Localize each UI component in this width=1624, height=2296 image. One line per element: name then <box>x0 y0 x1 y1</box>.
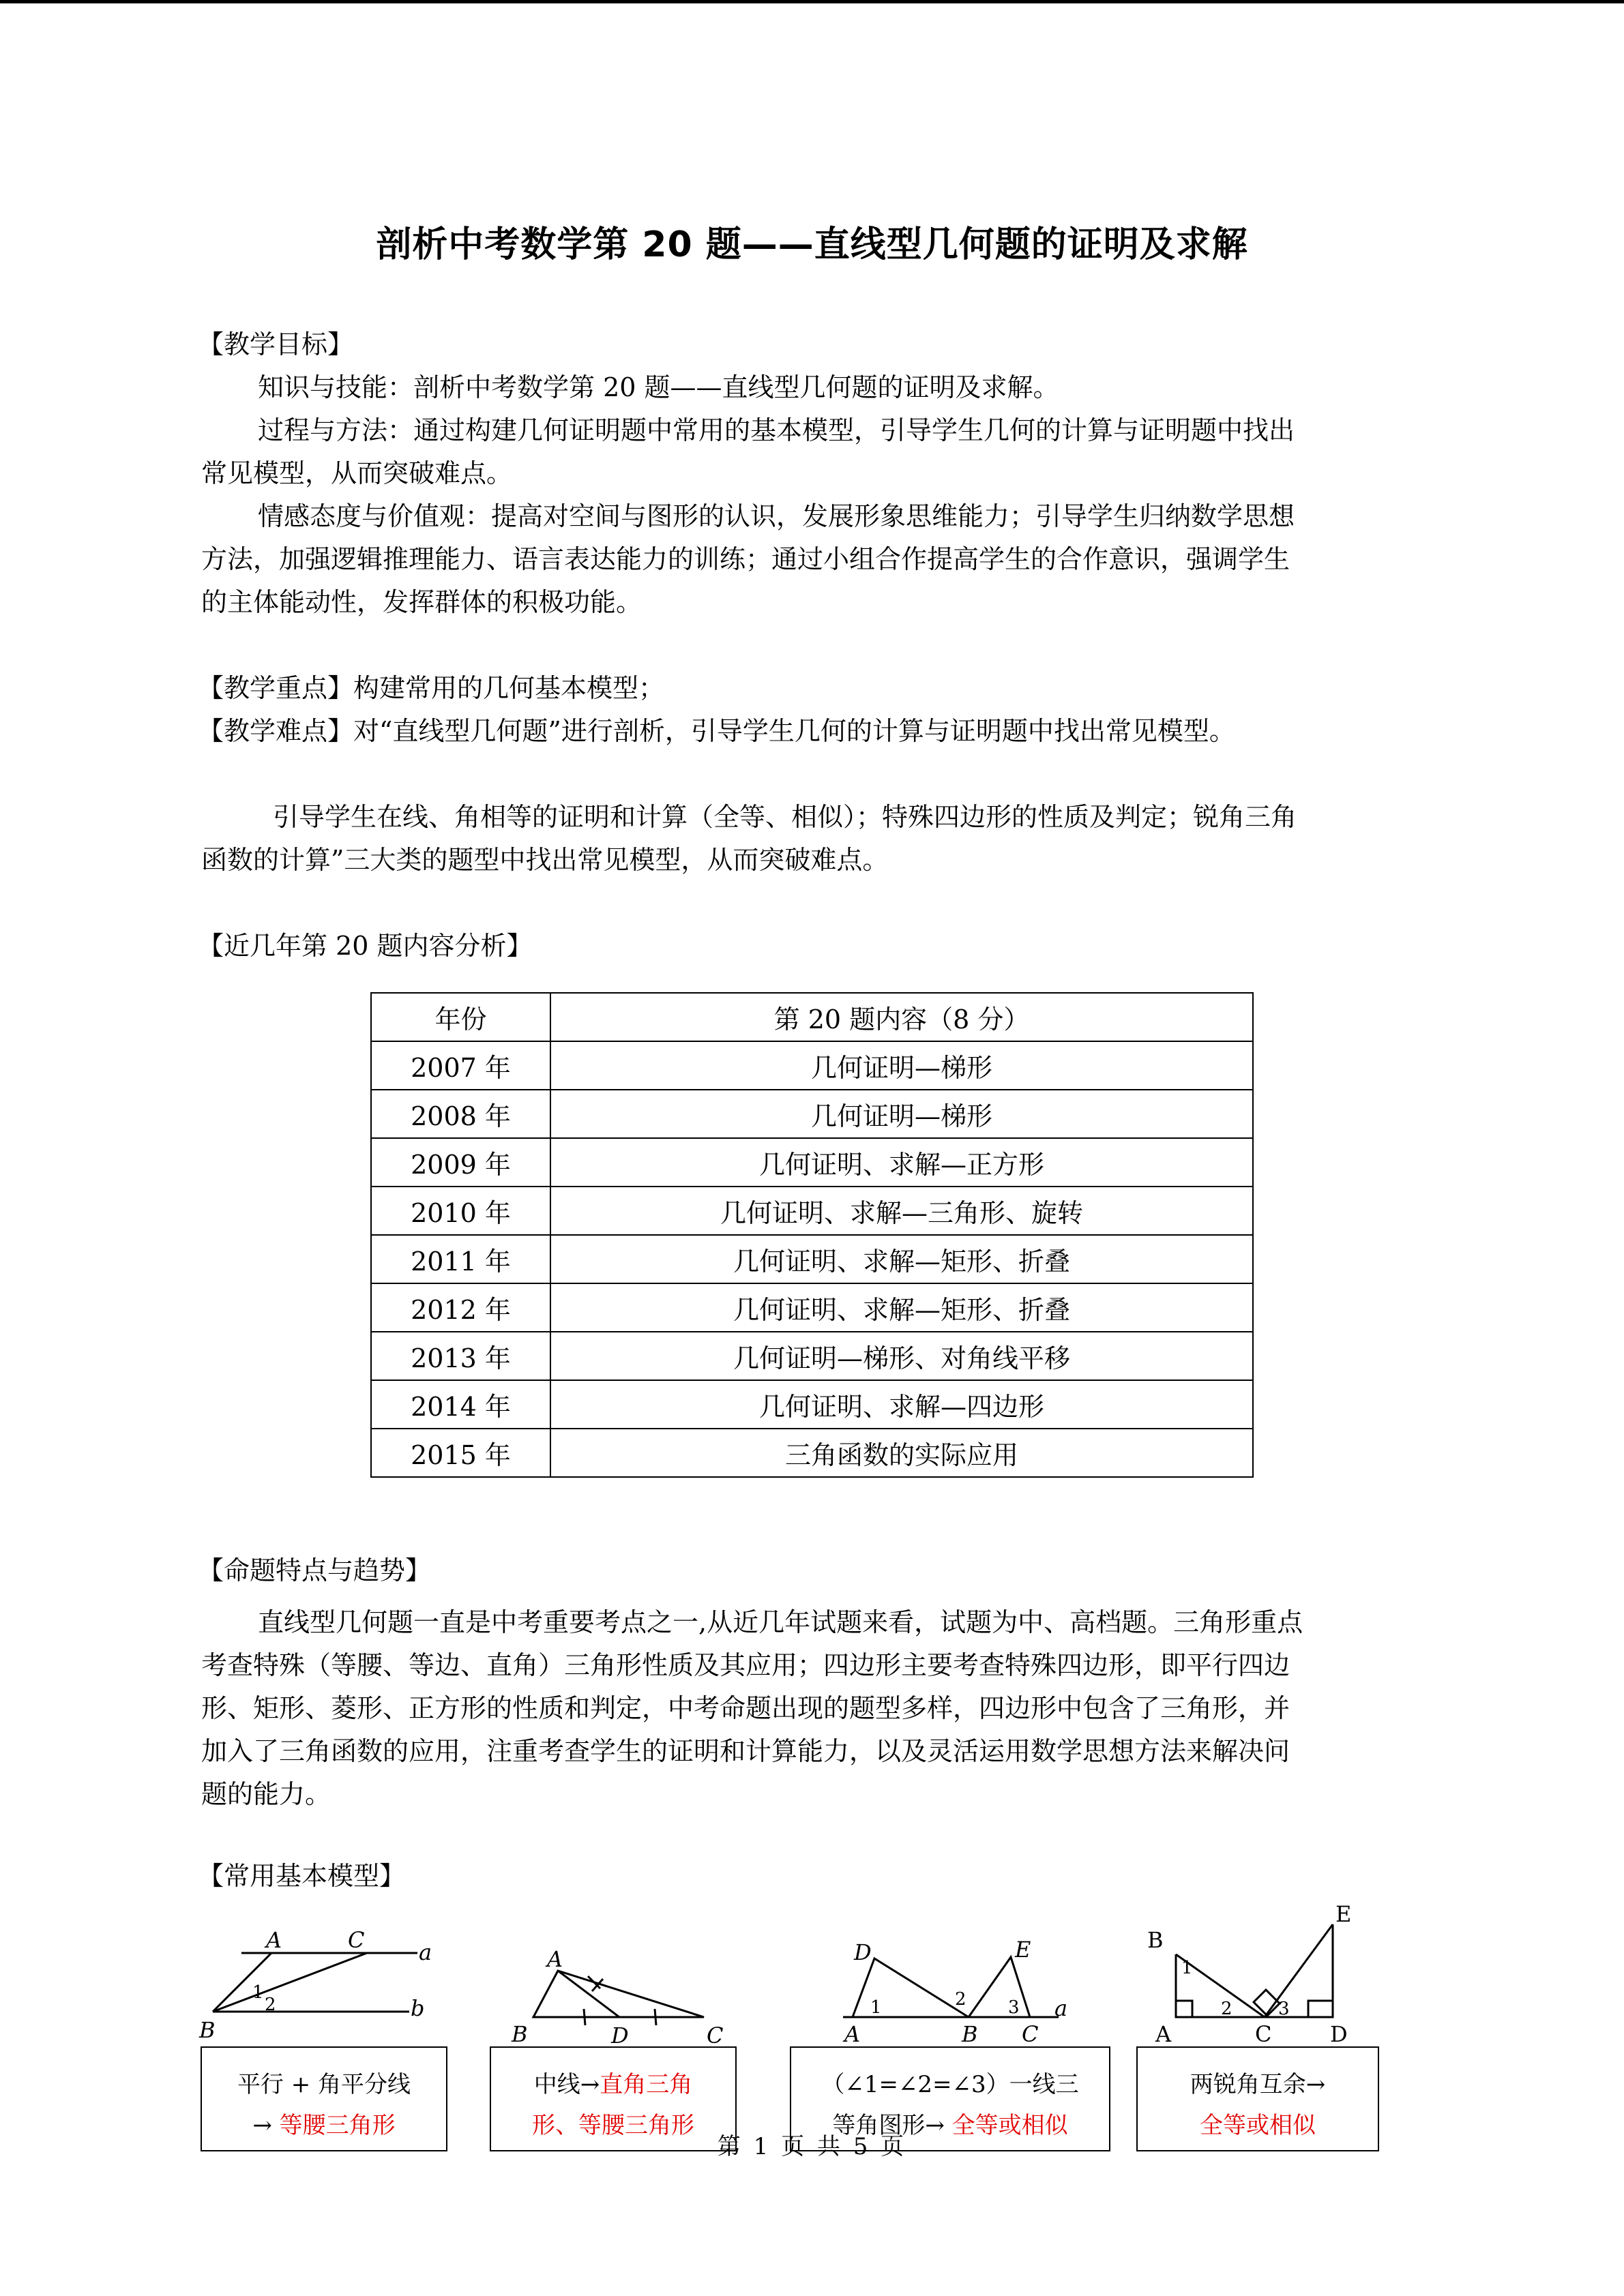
analysis-heading: 【近几年第 20 题内容分析】 <box>198 931 533 961</box>
fig3-label-C: C <box>1022 2021 1039 2046</box>
content-cell: 几何证明、求解—矩形、折叠 <box>550 1235 1253 1283</box>
guide-line2: 函数的计算”三大类的题型中找出常见模型，从而突破难点。 <box>201 845 889 875</box>
figure-parallel-bisector <box>213 1953 417 2012</box>
objectives-heading: 【教学目标】 <box>198 329 354 359</box>
figure-median-triangle <box>533 1971 704 2025</box>
model-box-2-prefix: 中线→ <box>533 2071 600 2098</box>
model-box-4-result: 全等或相似 <box>1200 2112 1316 2139</box>
fig1-label-b: b <box>411 1995 425 2021</box>
page-footer: 第 1 页 共 5 页 <box>717 2133 907 2160</box>
fig1-label-a: a <box>419 1939 432 1965</box>
model-box-1-result: 等腰三角形 <box>279 2112 396 2139</box>
objective-emotion-line1: 情感态度与价值观：提高对空间与图形的认识，发展形象思维能力；引导学生归纳数学思想 <box>258 501 1295 531</box>
fig1-angle-1: 1 <box>252 1982 264 2003</box>
model-box-3-prefix: 等角图形→ <box>832 2112 952 2139</box>
table-row <box>371 1041 1253 1090</box>
fig4-angle-2: 2 <box>1221 1999 1232 2019</box>
objective-knowledge: 知识与技能：剖析中考数学第 20 题——直线型几何题的证明及求解。 <box>258 372 1059 402</box>
table-row <box>371 1332 1253 1380</box>
fig1-label-C: C <box>348 1927 365 1953</box>
year-cell: 2013 年 <box>371 1332 550 1380</box>
objective-emotion-line2: 方法，加强逻辑推理能力、语言表达能力的训练；通过小组合作提高学生的合作意识，强调学生 <box>201 544 1290 574</box>
analysis-table <box>370 992 1254 1478</box>
content-cell: 几何证明、求解—四边形 <box>550 1380 1253 1429</box>
model-box-4-line1: 两锐角互余→ <box>1190 2071 1326 2098</box>
fig3-label-a: a <box>1054 1995 1068 2021</box>
year-cell: 2008 年 <box>371 1090 550 1138</box>
fig4-angle-3: 3 <box>1278 1999 1290 2019</box>
fig3-angle-2: 2 <box>955 1989 966 2010</box>
model-box-1-line1: 平行 + 角平分线 <box>237 2071 411 2098</box>
content-cell: 几何证明—梯形 <box>550 1090 1253 1138</box>
year-cell: 2014 年 <box>371 1380 550 1429</box>
year-cell: 2010 年 <box>371 1187 550 1235</box>
year-cell: 2015 年 <box>371 1429 550 1477</box>
content-cell: 三角函数的实际应用 <box>550 1429 1253 1477</box>
column-header-content: 第 20 题内容（8 分） <box>550 993 1253 1041</box>
model-box-1-arrow: → <box>252 2112 280 2139</box>
content-cell: 几何证明、求解—三角形、旋转 <box>550 1187 1253 1235</box>
fig2-label-B: B <box>512 2021 528 2046</box>
fig4-label-C: C <box>1255 2021 1272 2046</box>
fig2-label-C: C <box>707 2023 724 2046</box>
fig3-angle-1: 1 <box>870 1997 882 2018</box>
content-cell: 几何证明、求解—矩形、折叠 <box>550 1283 1253 1332</box>
fig1-angle-2: 2 <box>265 1995 276 2015</box>
key-point: 【教学重点】构建常用的几何基本模型； <box>198 673 665 703</box>
page-title: 剖析中考数学第 20 题——直线型几何题的证明及求解 <box>376 224 1248 265</box>
model-box-3-line1: （∠1=∠2=∠3）一线三 <box>821 2071 1079 2098</box>
table-row <box>371 1187 1253 1235</box>
fig3-label-B: B <box>962 2021 978 2046</box>
year-cell: 2012 年 <box>371 1283 550 1332</box>
analysis-table-body <box>371 1041 1253 1477</box>
trend-heading: 【命题特点与趋势】 <box>198 1555 432 1585</box>
content-cell: 几何证明—梯形、对角线平移 <box>550 1332 1253 1380</box>
fig3-label-D: D <box>854 1939 872 1965</box>
trend-line2: 考查特殊（等腰、等边、直角）三角形性质及其应用；四边形主要考查特殊四边形，即平行四边 <box>201 1650 1290 1680</box>
model-box-2-result-b: 形、等腰三角形 <box>532 2112 694 2139</box>
year-cell: 2007 年 <box>371 1041 550 1090</box>
fig3-label-A: A <box>844 2021 861 2046</box>
trend-line1: 直线型几何题一直是中考重要考点之一,从近几年试题来看，试题为中、高档题。三角形重点 <box>258 1607 1303 1637</box>
fig4-label-D: D <box>1330 2021 1348 2046</box>
trend-line4: 加入了三角函数的应用，注重考查学生的证明和计算能力，以及灵活运用数学思想方法来解决问 <box>201 1736 1290 1766</box>
guide-line1: 引导学生在线、角相等的证明和计算（全等、相似）；特殊四边形的性质及判定；锐角三角 <box>273 802 1297 832</box>
table-row <box>371 1283 1253 1332</box>
year-cell: 2011 年 <box>371 1235 550 1283</box>
difficulty-point: 【教学难点】对“直线型几何题”进行剖析，引导学生几何的计算与证明题中找出常见模型。 <box>198 716 1235 746</box>
fig4-angle-1: 1 <box>1181 1958 1193 1978</box>
table-row <box>371 1138 1253 1187</box>
table-row <box>371 1235 1253 1283</box>
fig2-label-A: A <box>547 1946 563 1972</box>
column-header-year: 年份 <box>371 993 550 1041</box>
objective-emotion-line3: 的主体能动性，发挥群体的积极功能。 <box>201 587 643 617</box>
content-cell: 几何证明—梯形 <box>550 1041 1253 1090</box>
model-box-2-line1 <box>491 2066 735 2099</box>
top-border-rule <box>0 0 1624 3</box>
fig1-label-B: B <box>199 2017 216 2043</box>
table-header-row <box>371 993 1253 1041</box>
table-row <box>371 1090 1253 1138</box>
objective-process-line2: 常见模型，从而突破难点。 <box>201 458 513 488</box>
figure-complementary-angles <box>1176 1924 1333 2017</box>
fig3-label-E: E <box>1015 1937 1031 1963</box>
table-row <box>371 1380 1253 1429</box>
fig4-label-B: B <box>1147 1927 1164 1953</box>
year-cell: 2009 年 <box>371 1138 550 1187</box>
models-heading: 【常用基本模型】 <box>198 1861 406 1891</box>
trend-line5: 题的能力。 <box>201 1779 331 1809</box>
objective-process-line1: 过程与方法：通过构建几何证明题中常用的基本模型，引导学生几何的计算与证明题中找出 <box>258 415 1295 445</box>
fig1-label-A: A <box>266 1927 282 1953</box>
table-row <box>371 1429 1253 1477</box>
model-figures <box>198 1896 1398 2046</box>
fig4-label-E: E <box>1335 1901 1352 1927</box>
fig2-label-D: D <box>611 2023 629 2046</box>
fig3-angle-3: 3 <box>1008 1997 1020 2018</box>
content-cell: 几何证明、求解—正方形 <box>550 1138 1253 1187</box>
model-box-2-result-a: 直角三角 <box>600 2071 693 2098</box>
model-box-3-result: 全等或相似 <box>951 2112 1068 2139</box>
trend-line3: 形、矩形、菱形、正方形的性质和判定，中考命题出现的题型多样，四边形中包含了三角形，并 <box>201 1693 1290 1723</box>
fig4-label-A: A <box>1155 2021 1172 2046</box>
